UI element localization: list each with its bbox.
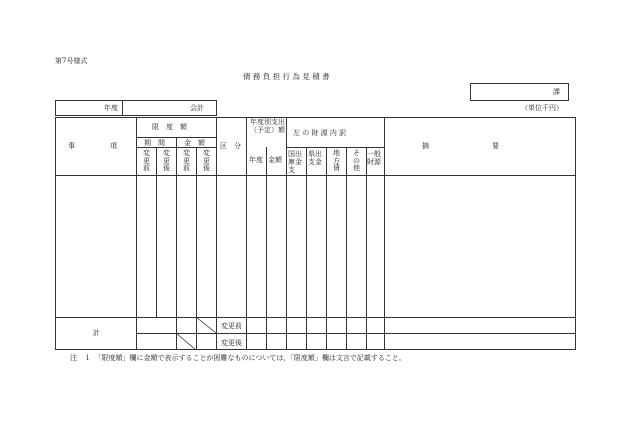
form-number: 第7号様式: [55, 57, 88, 65]
header-item: 事 項: [68, 142, 117, 150]
header-amount: 金 額: [184, 139, 205, 147]
header-period-before: 変更前: [143, 149, 150, 172]
header-local-bond: 地方債: [333, 149, 340, 172]
unit-label: （単位千円）: [521, 104, 563, 112]
header-amount-before: 変更前: [183, 149, 190, 172]
header-general: 一般財源: [367, 150, 381, 166]
header-remarks: 摘 要: [422, 142, 499, 150]
header-funding-breakdown: 左 の 財 源 内 訳: [293, 129, 347, 137]
footer-before: 変更前: [221, 322, 242, 330]
footer-after: 変更後: [221, 339, 242, 347]
account-label: 会計: [190, 104, 204, 112]
header-category: 区 分: [220, 142, 241, 150]
header-yearly-expense: 年度別支出（予定）額: [250, 118, 285, 134]
header-period: 期 間: [144, 139, 165, 147]
department-suffix: 課: [553, 88, 560, 96]
header-period-after: 変更後: [163, 149, 170, 172]
header-amount-after: 変更後: [203, 149, 210, 172]
year-label: 年度: [104, 104, 118, 112]
header-other: その他: [353, 149, 360, 172]
footnote: 注 １ 「限度額」欄に金額で表示することが困難なものについては，「限度額」欄は文言で記載すること。: [70, 354, 406, 362]
header-national: 国出庫金支: [288, 150, 302, 174]
footer-diagonal-marks: [176, 317, 216, 350]
footer-total: 計: [93, 329, 100, 337]
header-limit-amount: 限 度 額: [152, 123, 187, 131]
page-title: 債 務 負 担 行 為 見 積 書: [243, 72, 330, 81]
header-amount-short: 金額: [268, 156, 282, 164]
header-year: 年度: [249, 156, 263, 164]
header-prefectural: 県出支金: [308, 150, 322, 166]
